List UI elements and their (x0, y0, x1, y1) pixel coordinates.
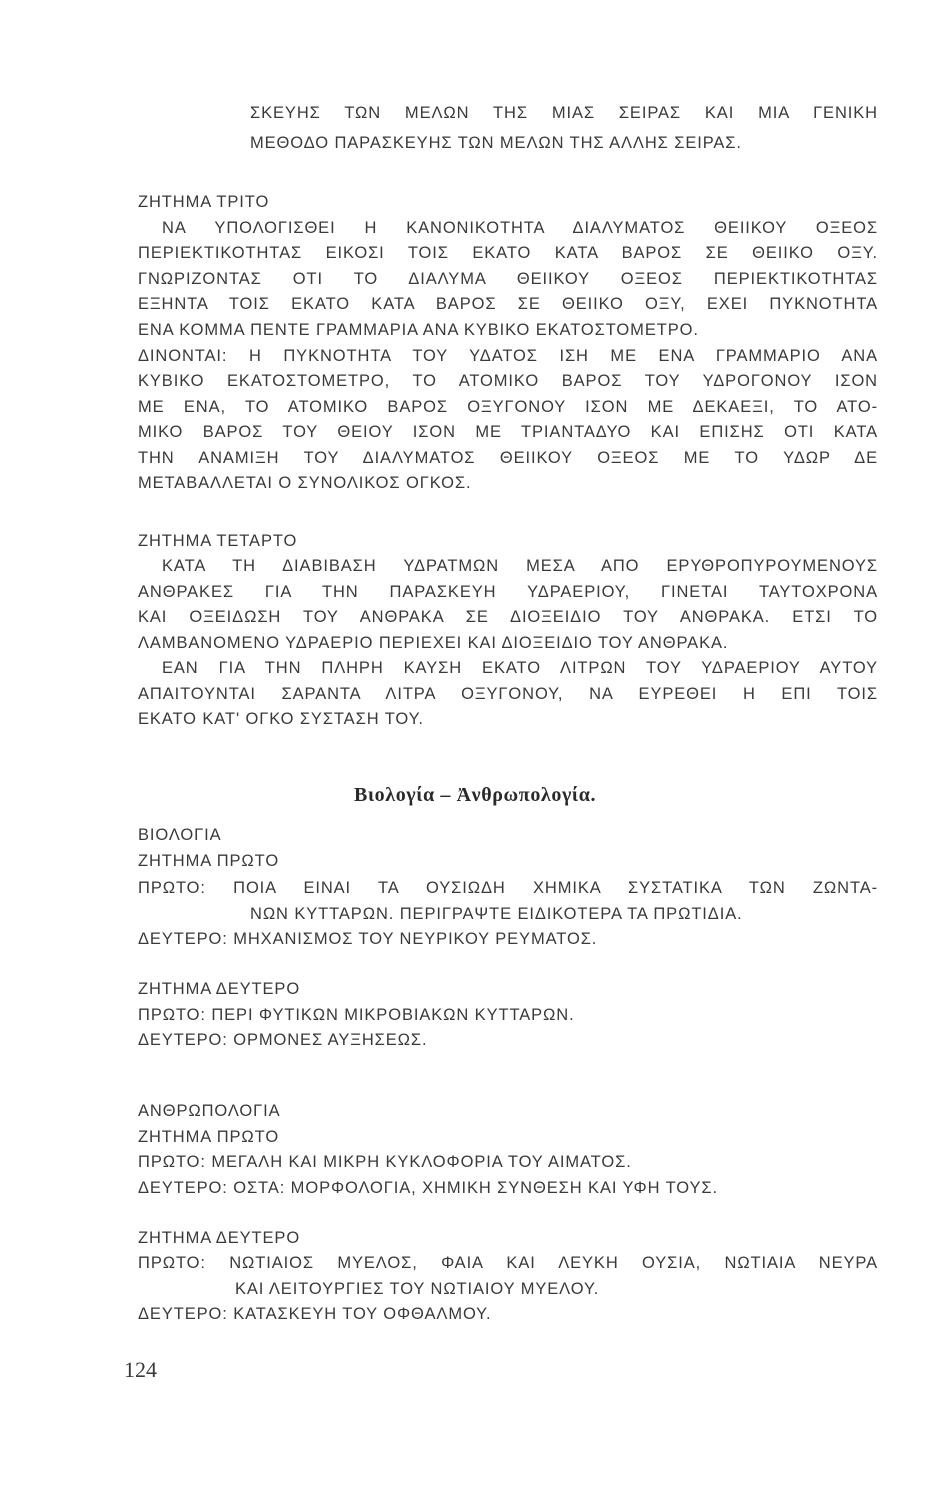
problem-3-line: ΓΝΩΡΙΖΟΝΤΑΣ ΟΤΙ ΤΟ ΔΙΑΛΥΜΑ ΘΕΙΙΚΟΥ ΟΞΕΟΣ ΠΕΡΙΕΚΤΙΚΟΤΗΤΑΣ (138, 270, 878, 288)
biology-q2-first: ΠΡΩΤΟ: ΠΕΡΙ ΦΥΤΙΚΩΝ ΜΙΚΡΟΒΙΑΚΩΝ ΚΥΤΤΑΡΩΝ. (138, 1006, 575, 1024)
problem-4-line: ΛΑΜΒΑΝΟΜΕΝΟ ΥΔΡΑΕΡΙΟ ΠΕΡΙΕΧΕΙ ΚΑΙ ΔΙΟΞΕΙΔΙΟ ΤΟΥ ΑΝΘΡΑΚΑ. (138, 634, 729, 652)
problem-4-line: ΕΑΝ ΓΙΑ ΤΗΝ ΠΛΗΡΗ ΚΑΥΣΗ ΕΚΑΤΟ ΛΙΤΡΩΝ ΤΟΥ ΥΔΡΑΕΡΙΟΥ ΑΥΤΟΥ (162, 659, 878, 677)
problem-4-line: ΕΚΑΤΟ ΚΑΤ' ΟΓΚΟ ΣΥΣΤΑΣΗ ΤΟΥ. (138, 710, 424, 728)
problem-3-line: ΤΗΝ ΑΝΑΜΙΞΗ ΤΟΥ ΔΙΑΛΥΜΑΤΟΣ ΘΕΙΙΚΟΥ ΟΞΕΟΣ ΜΕ ΤΟ ΥΔΩΡ ΔΕ (138, 449, 878, 467)
anthropology-q2-heading: ΖΗΤΗΜΑ ΔΕΥΤΕΡΟ (138, 1229, 301, 1247)
problem-3-line: ΚΥΒΙΚΟ ΕΚΑΤΟΣΤΟΜΕΤΡΟ, ΤΟ ΑΤΟΜΙΚΟ ΒΑΡΟΣ ΤΟΥ ΥΔΡΟΓΟΝΟΥ ΙΣΟΝ (138, 372, 878, 390)
biology-q1-first: ΠΡΩΤΟ: ΠΟΙΑ ΕΙΝΑΙ ΤΑ ΟΥΣΙΩΔΗ ΧΗΜΙΚΑ ΣΥΣΤΑΤΙΚΑ ΤΩΝ ΖΩΝΤΑ- (138, 879, 878, 897)
problem-4-heading: ΖΗΤΗΜΑ ΤΕΤΑΡΤΟ (138, 532, 298, 550)
anthropology-q1-first: ΠΡΩΤΟ: ΜΕΓΑΛΗ ΚΑΙ ΜΙΚΡΗ ΚΥΚΛΟΦΟΡΙΑ ΤΟΥ ΑΙΜΑΤΟΣ. (138, 1153, 632, 1171)
biology-q2-second: ΔΕΥΤΕΡΟ: ΟΡΜΟΝΕΣ ΑΥΞΗΣΕΩΣ. (138, 1031, 428, 1049)
problem-4-line: ΑΝΘΡΑΚΕΣ ΓΙΑ ΤΗΝ ΠΑΡΑΣΚΕΥΗ ΥΔΡΑΕΡΙΟΥ, ΓΙΝΕΤΑΙ ΤΑΥΤΟΧΡΟΝΑ (138, 583, 878, 601)
problem-3-line: ΜΙΚΟ ΒΑΡΟΣ ΤΟΥ ΘΕΙΟΥ ΙΣΟΝ ΜΕ ΤΡΙΑΝΤΑΔΥΟ ΚΑΙ ΕΠΙΣΗΣ ΟΤΙ ΚΑΤΑ (138, 423, 878, 441)
page-number: 124 (124, 1357, 157, 1382)
problem-3-line: ΝΑ ΥΠΟΛΟΓΙΣΘΕΙ Η ΚΑΝΟΝΙΚΟΤΗΤΑ ΔΙΑΛΥΜΑΤΟΣ ΘΕΙΙΚΟΥ ΟΞΕΟΣ (162, 219, 878, 237)
problem-3-line: ΕΞΗΝΤΑ ΤΟΙΣ ΕΚΑΤΟ ΚΑΤΑ ΒΑΡΟΣ ΣΕ ΘΕΙΙΚΟ ΟΞΥ, ΕΧΕΙ ΠΥΚΝΟΤΗΤΑ (138, 295, 878, 313)
biology-label: ΒΙΟΛΟΓΙΑ (138, 826, 222, 844)
anthropology-q1-second: ΔΕΥΤΕΡΟ: ΟΣΤΑ: ΜΟΡΦΟΛΟΓΙΑ, ΧΗΜΙΚΗ ΣΥΝΘΕΣΗ ΚΑΙ ΥΦΗ ΤΟΥΣ. (138, 1179, 718, 1197)
problem-3-line: ΔΙΝΟΝΤΑΙ: Η ΠΥΚΝΟΤΗΤΑ ΤΟΥ ΥΔΑΤΟΣ ΙΣΗ ΜΕ ΕΝΑ ΓΡΑΜΜΑΡΙΟ ΑΝΑ (138, 347, 878, 365)
anthropology-q2-first: ΠΡΩΤΟ: ΝΩΤΙΑΙΟΣ ΜΥΕΛΟΣ, ΦΑΙΑ ΚΑΙ ΛΕΥΚΗ ΟΥΣΙΑ, ΝΩΤΙΑΙΑ ΝΕΥΡΑ (138, 1254, 878, 1272)
biology-q1-heading: ΖΗΤΗΜΑ ΠΡΩΤΟ (138, 852, 280, 870)
biology-q1-second: ΔΕΥΤΕΡΟ: ΜΗΧΑΝΙΣΜΟΣ ΤΟΥ ΝΕΥΡΙΚΟΥ ΡΕΥΜΑΤΟΣ. (138, 930, 598, 948)
problem-4-line: ΚΑΤΑ ΤΗ ΔΙΑΒΙΒΑΣΗ ΥΔΡΑΤΜΩΝ ΜΕΣΑ ΑΠΟ ΕΡΥΘΡΟΠΥΡΟΥΜΕΝΟΥΣ (162, 557, 878, 575)
continuation-line: ΣΚΕΥΗΣ ΤΩΝ ΜΕΛΩΝ ΤΗΣ ΜΙΑΣ ΣΕΙΡΑΣ ΚΑΙ ΜΙΑ ΓΕΝΙΚΗ (250, 104, 878, 122)
anthropology-q1-heading: ΖΗΤΗΜΑ ΠΡΩΤΟ (138, 1128, 280, 1146)
biology-q1-first-cont: ΝΩΝ ΚΥΤΤΑΡΩΝ. ΠΕΡΙΓΡΑΨΤΕ ΕΙΔΙΚΟΤΕΡΑ ΤΑ ΠΡΩΤΙΔΙΑ. (250, 905, 743, 923)
anthropology-q2-second: ΔΕΥΤΕΡΟ: ΚΑΤΑΣΚΕΥΗ ΤΟΥ ΟΦΘΑΛΜΟΥ. (138, 1305, 492, 1323)
problem-3-heading: ΖΗΤΗΜΑ ΤΡΙΤΟ (138, 193, 270, 211)
problem-4-line: ΚΑΙ ΟΞΕΙΔΩΣΗ ΤΟΥ ΑΝΘΡΑΚΑ ΣΕ ΔΙΟΞΕΙΔΙΟ ΤΟΥ ΑΝΘΡΑΚΑ. ΕΤΣΙ ΤΟ (138, 608, 878, 626)
continuation-line: ΜΕΘΟΔΟ ΠΑΡΑΣΚΕΥΗΣ ΤΩΝ ΜΕΛΩΝ ΤΗΣ ΑΛΛΗΣ ΣΕΙΡΑΣ. (250, 134, 742, 152)
problem-4-line: ΑΠΑΙΤΟΥΝΤΑΙ ΣΑΡΑΝΤΑ ΛΙΤΡΑ ΟΞΥΓΟΝΟΥ, ΝΑ ΕΥΡΕΘΕΙ Η ΕΠΙ ΤΟΙΣ (138, 685, 878, 703)
problem-3-line: ΜΕ ΕΝΑ, ΤΟ ΑΤΟΜΙΚΟ ΒΑΡΟΣ ΟΞΥΓΟΝΟΥ ΙΣΟΝ ΜΕ ΔΕΚΑΕΞΙ, ΤΟ ΑΤΟ- (138, 398, 878, 416)
problem-3-line: ΕΝΑ ΚΟΜΜΑ ΠΕΝΤΕ ΓΡΑΜΜΑΡΙΑ ΑΝΑ ΚΥΒΙΚΟ ΕΚΑΤΟΣΤΟΜΕΤΡΟ. (138, 321, 699, 339)
anthropology-label: ΑΝΘΡΩΠΟΛΟΓΙΑ (138, 1102, 281, 1120)
section-title: Βιολογία – Ἀνθρωπολογία. (353, 784, 597, 806)
problem-3-line: ΠΕΡΙΕΚΤΙΚΟΤΗΤΑΣ ΕΙΚΟΣΙ ΤΟΙΣ ΕΚΑΤΟ ΚΑΤΑ ΒΑΡΟΣ ΣΕ ΘΕΙΙΚΟ ΟΞΥ. (138, 244, 878, 262)
anthropology-q2-first-cont: ΚΑΙ ΛΕΙΤΟΥΡΓΙΕΣ ΤΟΥ ΝΩΤΙΑΙΟΥ ΜΥΕΛΟΥ. (235, 1280, 600, 1298)
biology-q2-heading: ΖΗΤΗΜΑ ΔΕΥΤΕΡΟ (138, 980, 301, 998)
problem-3-line: ΜΕΤΑΒΑΛΛΕΤΑΙ Ο ΣΥΝΟΛΙΚΟΣ ΟΓΚΟΣ. (138, 474, 472, 492)
